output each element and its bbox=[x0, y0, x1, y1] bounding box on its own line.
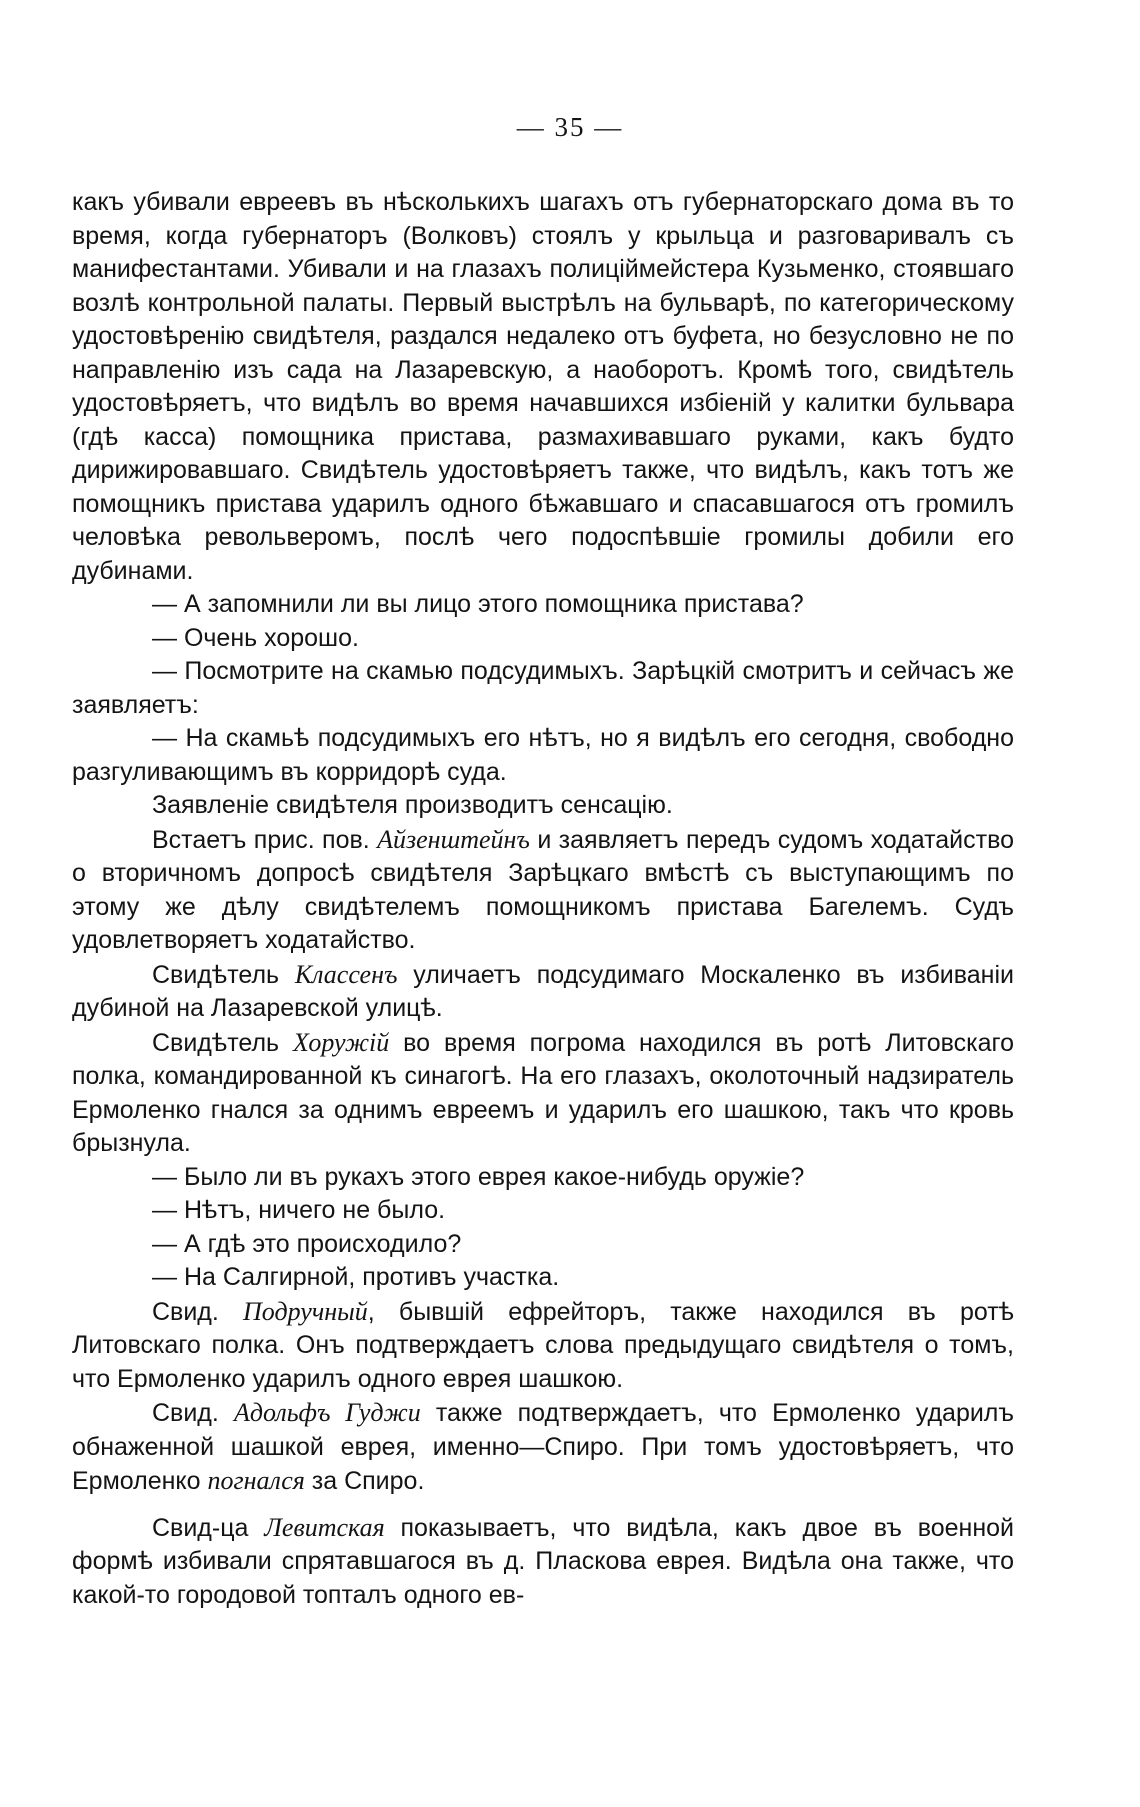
text-run: за Спиро. bbox=[304, 1467, 425, 1495]
text-run: Свидѣтель bbox=[152, 1028, 293, 1057]
dialogue-line bbox=[72, 722, 1014, 789]
paragraph bbox=[72, 789, 1014, 823]
italic-name: Левитская bbox=[264, 1512, 385, 1542]
text-run: какъ убивали евреевъ въ нѣсколькихъ шагахъ отъ губернаторскаго дома въ то время, когда губернаторъ (Волковъ) стоялъ у крыльца и разговаривалъ съ манифестантами. Убивали и на глазахъ полиціймейстера Кузьменко, стоявшаго возлѣ контрольной палаты. Первый выстрѣлъ на бульварѣ, по категорическому удостовѣренію свидѣтеля, раздался недалеко отъ буфета, но безусловно не по направленію изъ сада на Лазаревскую, а наоборотъ. Кромѣ того, свидѣтель удостовѣряетъ, что видѣлъ во время начавшихся избіеній у калитки бульвара (гдѣ касса) помощника пристава, размахивавшаго руками, какъ будто дирижировавшаго. Свидѣтель удостовѣряетъ также, что видѣлъ, какъ тотъ же помощникъ пристава ударилъ одного бѣжавшаго и спасавшагося отъ громилъ человѣка револьверомъ, послѣ чего подоспѣвшіе громилы добили его дубинами. bbox=[72, 188, 1014, 585]
text-run: во время погрома находился въ ротѣ Литовскаго полка, командированной къ синагогѣ. На его глазахъ, околоточный надзиратель Ермоленко гнался за однимъ евреемъ и ударилъ его шашкою, такъ что кровь брызнула. bbox=[72, 1028, 1015, 1157]
italic-name: Айзенштейнъ bbox=[377, 824, 530, 854]
dialogue-line bbox=[72, 622, 1014, 656]
paragraph bbox=[72, 186, 1014, 588]
text-run: , бывшій ефрейторъ, также находился въ ротѣ Литовскаго полка. Онъ подтверждаетъ слова предыдущаго свидѣтеля о томъ, что Ермоленко ударилъ одного еврея шашкою. bbox=[72, 1297, 1014, 1393]
italic-name: погнался bbox=[207, 1466, 305, 1495]
dialogue-line bbox=[72, 1194, 1014, 1228]
text-run: — А гдѣ это происходило? bbox=[152, 1229, 462, 1258]
body-text bbox=[72, 186, 1014, 1612]
text-run: уличаетъ подсудимаго Москаленко въ избиваніи дубиной на Лазаревской улицѣ. bbox=[72, 960, 1014, 1022]
text-run: Свид. bbox=[152, 1297, 244, 1326]
dialogue-line bbox=[72, 1161, 1014, 1195]
text-run: — Посмотрите на скамью подсудимыхъ. Зарѣцкій смотритъ и сейчасъ же заявляетъ: bbox=[72, 657, 1014, 719]
text-run: — Очень хорошо. bbox=[152, 623, 359, 652]
paragraph bbox=[72, 1396, 1014, 1499]
text-run: — На скамьѣ подсудимыхъ его нѣтъ, но я видѣлъ его сегодня, свободно разгуливающимъ въ корридорѣ суда. bbox=[72, 724, 1014, 786]
text-run: — Было ли въ рукахъ этого еврея какое-нибудь оружіе? bbox=[152, 1162, 805, 1191]
paragraph bbox=[72, 1026, 1014, 1161]
paragraph bbox=[72, 958, 1014, 1026]
text-run: Свид-ца bbox=[152, 1513, 265, 1542]
text-run: Свид. bbox=[152, 1399, 234, 1427]
text-run: Встаетъ прис. пов. bbox=[152, 825, 378, 854]
text-run: — Нѣтъ, ничего не было. bbox=[152, 1196, 446, 1224]
text-run: — На Салгирной, противъ участка. bbox=[152, 1263, 560, 1291]
page-number: — 35 — bbox=[516, 112, 624, 142]
italic-name: Хоружій bbox=[292, 1027, 390, 1057]
italic-name: Классенъ bbox=[294, 959, 398, 989]
dialogue-line bbox=[72, 1261, 1014, 1295]
text-run: — А запомнили ли вы лицо этого помощника пристава? bbox=[152, 590, 804, 618]
text-run: и заявляетъ передъ судомъ ходатайство о вторичномъ допросѣ свидѣтеля Зарѣцкаго вмѣстѣ съ выступающимъ по этому же дѣлу свидѣтелемъ помощникомъ пристава Багелемъ. Судъ удовлетворяетъ ходатайство. bbox=[72, 825, 1014, 954]
text-run: Свидѣтель bbox=[152, 960, 295, 989]
italic-name: Подручный bbox=[243, 1296, 368, 1326]
paragraph bbox=[72, 1295, 1014, 1397]
paragraph bbox=[72, 823, 1014, 958]
italic-name: Адольфъ Гуджи bbox=[234, 1398, 421, 1427]
paragraph bbox=[72, 1511, 1014, 1613]
dialogue-line bbox=[72, 655, 1014, 722]
dialogue-line bbox=[72, 588, 1014, 622]
dialogue-line bbox=[72, 1228, 1014, 1262]
text-run: также подтверждаетъ, что Ермоленко ударилъ обнаженной шашкой еврея, именно—Спиро. При томъ удостовѣряетъ, что Ермоленко bbox=[72, 1399, 1015, 1495]
text-run: Заявленіе свидѣтеля производитъ сенсацію. bbox=[152, 791, 673, 819]
text-run: показываетъ, что видѣла, какъ двое въ военной формѣ избивали спрятавшагося въ д. Пласкова еврея. Видѣла она также, что какой-то городовой топталъ одного ев- bbox=[72, 1513, 1014, 1609]
